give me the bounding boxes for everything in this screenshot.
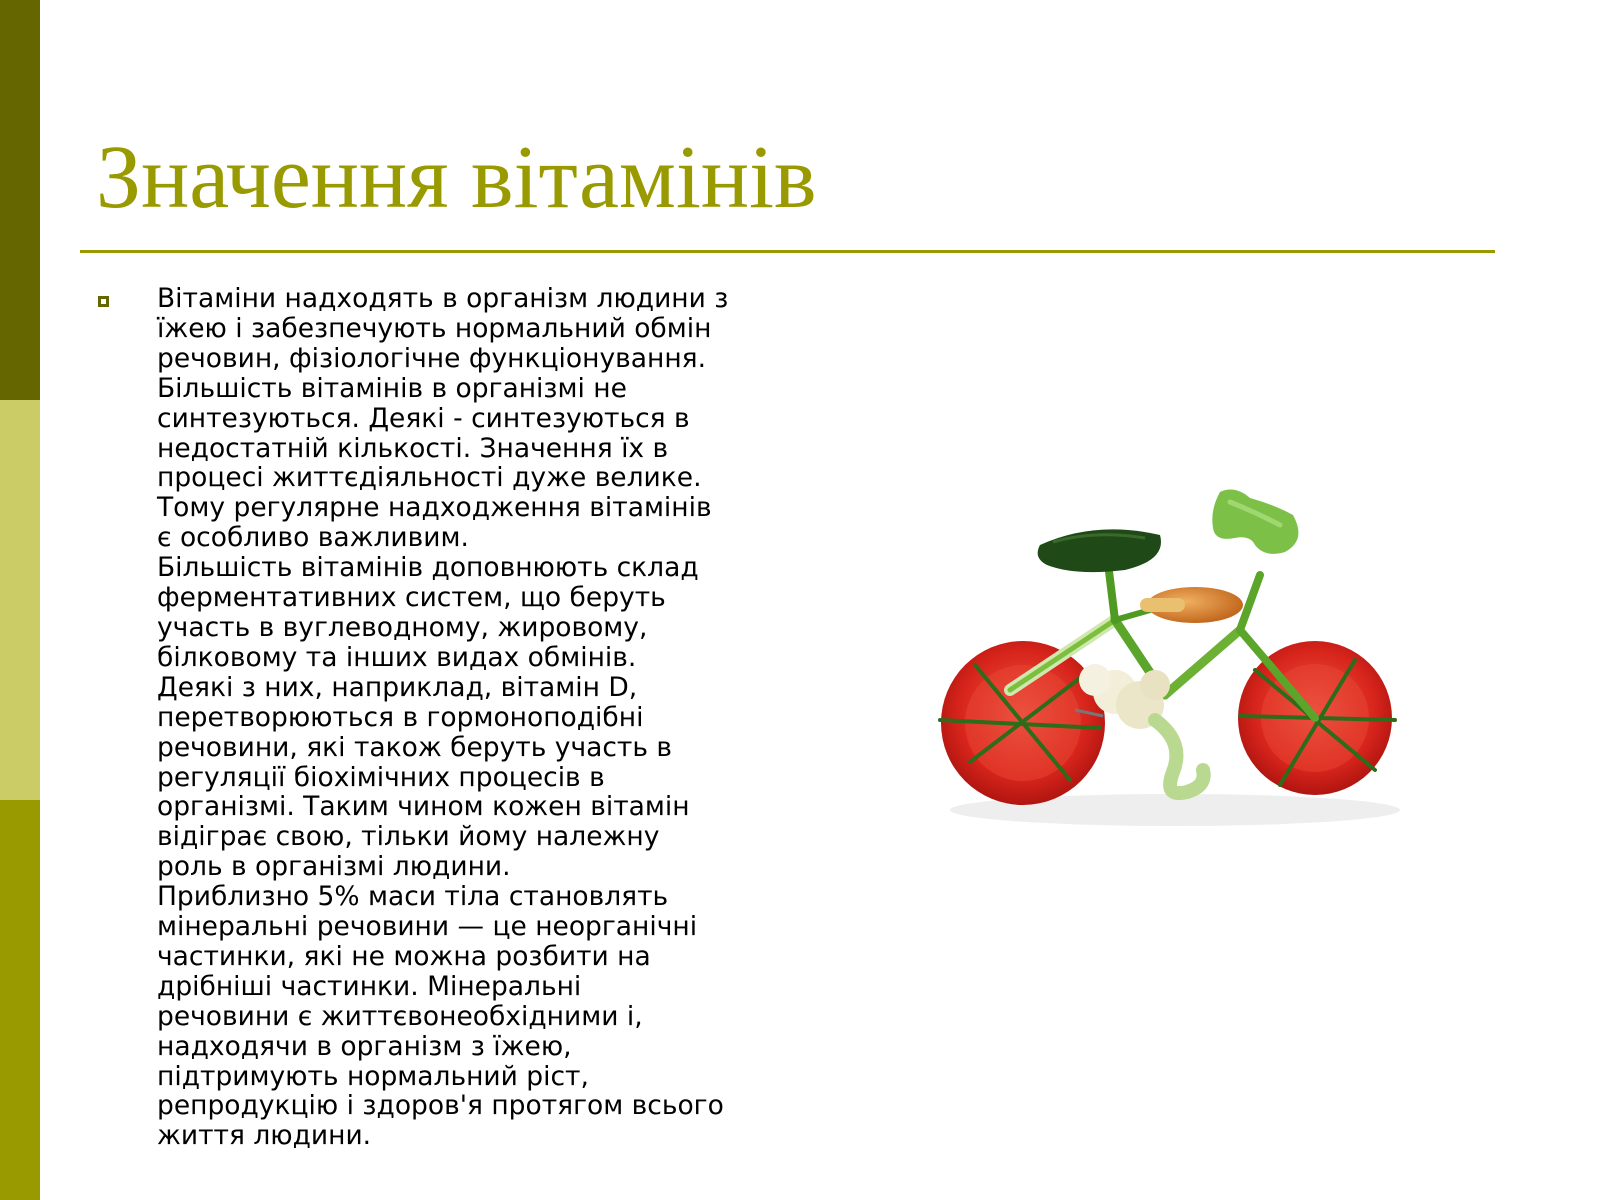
body-text-line: Вітаміни надходять в організм людини з bbox=[157, 283, 729, 314]
body-text-line: підтримують нормальний ріст, bbox=[157, 1060, 589, 1092]
vegetable-bicycle-icon bbox=[935, 480, 1415, 840]
body-text-line: мінеральні речовини — це неорганічні bbox=[157, 911, 698, 943]
body-text-line: роль в організмі людини. bbox=[157, 851, 511, 883]
body-text-line: життя людини. bbox=[157, 1120, 372, 1152]
body-text-line: Більшість вітамінів в організмі не bbox=[157, 372, 627, 404]
body-text-line: дрібніші частинки. Мінеральні bbox=[157, 970, 582, 1002]
body-text-line: участь в вуглеводному, жировому, bbox=[157, 611, 648, 643]
bullet-paragraph bbox=[157, 284, 837, 1151]
body-text-line: перетворюються в гормоноподібні bbox=[157, 701, 644, 733]
body-text-line: процесі життєдіяльності дуже велике. bbox=[157, 462, 702, 494]
body-text-line: недостатній кількості. Значення їх в bbox=[157, 432, 669, 464]
hollow-square-bullet-icon bbox=[98, 296, 109, 307]
sidebar-band-top bbox=[0, 0, 40, 400]
body-text-line: Приблизно 5% маси тіла становлять bbox=[157, 881, 669, 913]
body-text-line: репродукцію і здоров'я протягом всього bbox=[157, 1090, 724, 1122]
body-text-line: Деякі з них, наприклад, вітамін D, bbox=[157, 671, 638, 703]
body-text-line: речовини, які також беруть участь в bbox=[157, 731, 673, 763]
body-text-line: речовин, фізіологічне функціонування. bbox=[157, 342, 707, 374]
body-text-line: їжею і забезпечують нормальний обмін bbox=[157, 312, 712, 344]
page-title: Значення вітамінів bbox=[96, 128, 817, 227]
body-text-line: Тому регулярне надходження вітамінів bbox=[157, 492, 712, 524]
body-text-line: відіграє свою, тільки йому належну bbox=[157, 821, 660, 853]
sidebar-band-bottom bbox=[0, 800, 40, 1200]
body-text-line: частинки, які не можна розбити на bbox=[157, 940, 651, 972]
body-text-line: речовини є життєвонеобхідними і, bbox=[157, 1000, 643, 1032]
body-text-line: є особливо важливим. bbox=[157, 522, 469, 554]
title-divider bbox=[80, 250, 1495, 253]
body-text-line: організмі. Таким чином кожен вітамін bbox=[157, 791, 690, 823]
body-text-line: надходячи в організм з їжею, bbox=[157, 1030, 572, 1062]
body-text-line: білковому та інших видах обмінів. bbox=[157, 641, 637, 673]
body-text-line: регуляції біохімічних процесів в bbox=[157, 761, 605, 793]
sidebar-band-middle bbox=[0, 400, 40, 800]
body-text-line: синтезуються. Деякі - синтезуються в bbox=[157, 402, 690, 434]
body-text-line: ферментативних систем, що беруть bbox=[157, 582, 666, 614]
body-text-line: Більшість вітамінів доповнюють склад bbox=[157, 552, 699, 584]
